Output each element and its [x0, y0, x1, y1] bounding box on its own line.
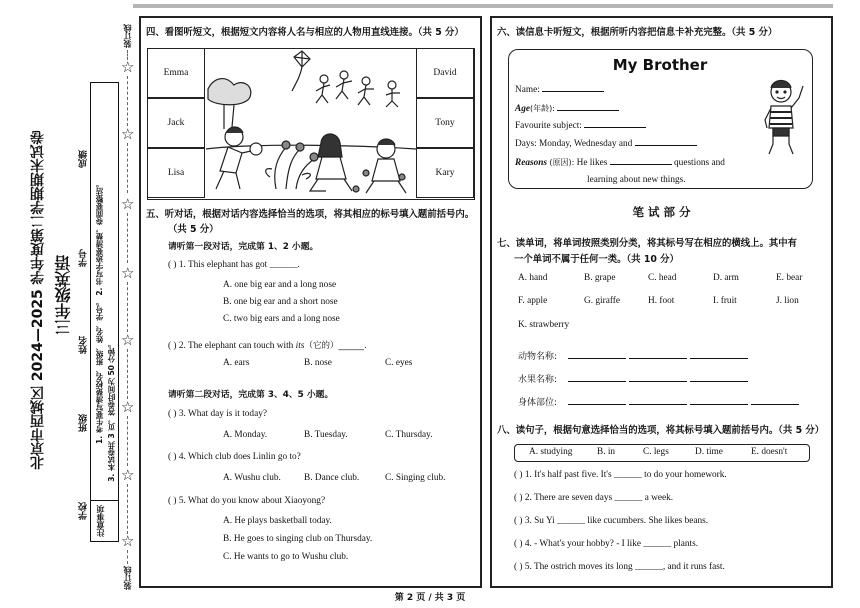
q5-option-b: B. He goes to singing club on Thursday.: [223, 534, 373, 544]
name-lisa[interactable]: [147, 148, 205, 198]
q3-number[interactable]: ( ) 3.: [168, 409, 188, 419]
s8-q3: [514, 516, 708, 526]
name-jack[interactable]: [147, 98, 205, 148]
card-reasons-label: Reasons: [515, 158, 548, 168]
q4-stem: [168, 452, 301, 462]
s8-q4: [514, 539, 698, 549]
name-tony[interactable]: [416, 98, 474, 148]
q3-text: What day is it today?: [187, 409, 267, 419]
binding-star-3: ☆: [121, 195, 135, 213]
word-c: C. head: [648, 273, 677, 283]
card-subject-row: [515, 121, 646, 131]
q2-text-b: （它的）______.: [304, 341, 367, 351]
word-h: H. foot: [648, 296, 675, 306]
card-reasons-row: [515, 157, 725, 168]
animals-blank-3[interactable]: [690, 358, 748, 359]
field-name: 姓名: [79, 336, 89, 354]
park-scene-illustration: [206, 49, 416, 199]
q4-text: Which club does Linlin go to?: [187, 452, 301, 462]
s8-q2: [514, 493, 673, 503]
q4-option-c: C. Singing club.: [385, 473, 446, 483]
section8-heading: 八、读句子，根据句意选择恰当的选项，将其标号填入题前括号内。（共 5 分）: [497, 425, 825, 436]
card-age-label: Age: [515, 104, 530, 114]
word-g: G. giraffe: [584, 296, 620, 306]
notes-label: 注意事项: [96, 505, 105, 537]
card-reasons-cn: (原因):: [549, 158, 575, 167]
category-fruits-row: [518, 372, 748, 385]
q2-number[interactable]: ( ) 2.: [168, 341, 188, 351]
card-title: My Brother: [612, 56, 708, 74]
note-line-1: 1. 考生要写清楚校名、班级、姓名、学号。 2. 书写字迹要清楚，卷面要整洁。: [95, 180, 104, 444]
left-panel: [139, 16, 482, 588]
q2-text-its: its: [295, 341, 305, 351]
section6-heading: 六、读信息卡听短文，根据所听内容把信息卡补充完整。（共 5 分）: [497, 27, 778, 38]
field-class: 班级: [79, 414, 89, 432]
s8-q4-number[interactable]: ( ) 4.: [514, 539, 535, 549]
s8-q2-text: There are seven days ______ a week.: [533, 493, 674, 503]
q4-option-b: B. Dance club.: [304, 473, 360, 483]
binding-label-bottom: 装订线: [123, 566, 132, 590]
exam-title: 北京市西城区 2024—2025 学年度第二学期期末试卷: [30, 130, 46, 470]
q5-number[interactable]: ( ) 5.: [168, 496, 188, 506]
note-line-2: 3. 本试卷共 3 页，答卷时间为 50 分钟。: [107, 340, 116, 482]
q3-option-a: A. Monday.: [223, 430, 268, 440]
binding-star-4: ☆: [121, 264, 135, 282]
name-emma[interactable]: [147, 48, 205, 98]
q5-option-a: A. He plays basketball today.: [223, 516, 332, 526]
notes-divider: [90, 500, 119, 501]
binding-star-6: ☆: [121, 398, 135, 416]
section7-heading-line1: 七、读单词，将单词按照类别分类，将其标号写在相应的横线上。其中有: [497, 238, 798, 249]
binding-star-8: ☆: [121, 532, 135, 550]
info-card: [508, 49, 813, 189]
q1-text: This elephant has got ______.: [187, 260, 300, 270]
category-body-row: [518, 395, 799, 408]
section5-heading: 五、听对话，根据对话内容选择恰当的选项，将其相应的标号填入题前括号内。: [146, 209, 475, 220]
card-name-label: Name:: [515, 85, 540, 95]
right-panel: [490, 16, 833, 588]
option-a: A. studying: [529, 447, 573, 457]
q1-option-a: A. one big ear and a long nose: [223, 280, 337, 290]
binding-star-5: ☆: [121, 331, 135, 349]
name-david-label: David: [433, 68, 457, 78]
binding-dash-6: [127, 349, 128, 399]
card-name-input[interactable]: [542, 91, 604, 92]
card-reasons-input[interactable]: [610, 164, 672, 165]
s8-q5-number[interactable]: ( ) 5.: [514, 562, 534, 572]
fruits-blank-3[interactable]: [690, 381, 748, 382]
exam-subject: 三年级英语: [54, 255, 73, 335]
q5-stem: [168, 496, 325, 506]
s8-q2-number[interactable]: ( ) 2.: [514, 493, 534, 503]
word-k: K. strawberry: [518, 320, 570, 330]
name-jack-label: Jack: [167, 118, 185, 128]
word-d: D. arm: [713, 273, 739, 283]
s8-q1-number[interactable]: ( ) 1.: [514, 470, 535, 480]
body-blank-3[interactable]: [690, 404, 748, 405]
q1-option-b: B. one big ear and a short nose: [223, 297, 338, 307]
s8-q3-text: Su Yi ______ like cucumbers. She likes beans.: [534, 516, 709, 526]
card-age-input[interactable]: [557, 110, 619, 111]
card-reasons-text1: He likes: [576, 158, 608, 168]
s8-q4-text: - What's your hobby? - I like ______ plants.: [534, 539, 699, 549]
q3-stem: [168, 409, 267, 419]
q2-option-a: A. ears: [223, 358, 250, 368]
body-blank-1[interactable]: [568, 404, 626, 405]
binding-dash-2: [127, 76, 128, 126]
name-emma-label: Emma: [163, 68, 189, 78]
binding-dash-3: [127, 143, 128, 193]
binding-star-2: ☆: [121, 125, 135, 143]
q2-option-c: C. eyes: [385, 358, 413, 368]
card-age-cn: (年龄):: [529, 104, 555, 113]
category-animals-row: [518, 349, 748, 362]
card-reasons-text2: questions and: [674, 158, 725, 168]
option-d: D. time: [695, 447, 723, 457]
name-kary-label: Kary: [435, 168, 455, 178]
name-tony-label: Tony: [435, 118, 455, 128]
binding-star-1: ☆: [121, 58, 135, 76]
section8-options-box: [514, 444, 810, 462]
s8-q5-text: The ostrich moves its long ______, and it runs fast.: [533, 562, 725, 572]
card-days-row: [515, 139, 697, 149]
word-e: E. bear: [776, 273, 803, 283]
q1-option-c: C. two big ears and a long nose: [223, 314, 340, 324]
option-c: C. legs: [643, 447, 669, 457]
waving-boy-illustration: [761, 76, 807, 160]
field-score: 成绩: [79, 150, 89, 168]
s8-q1-text: It's half past five. It's ______ to do your homework.: [534, 470, 727, 480]
word-b: B. grape: [584, 273, 616, 283]
q2-text-a: The elephant can touch with: [187, 341, 296, 351]
dialogue1-label: 请听第一段对话，完成第 1、2 小题。: [168, 242, 319, 252]
word-j: J. lion: [776, 296, 799, 306]
category-animals-label: 动物名称:: [518, 352, 558, 362]
word-f: F. apple: [518, 296, 548, 306]
binding-dash-8: [127, 484, 128, 534]
category-body-label: 身体部位:: [518, 398, 558, 408]
name-david[interactable]: [416, 48, 474, 98]
section5-score: （共 5 分）: [168, 224, 219, 235]
binding-dash-9: [127, 550, 128, 564]
binding-dash-5: [127, 282, 128, 332]
option-b: B. in: [597, 447, 616, 457]
q2-option-b: B. nose: [304, 358, 332, 368]
card-days-label: Days: Monday, Wednesday and: [515, 139, 633, 149]
q1-number[interactable]: ( ) 1.: [168, 260, 188, 270]
q4-option-a: A. Wushu club.: [223, 473, 281, 483]
dialogue2-label: 请听第二段对话，完成第 3、4、5 小题。: [168, 390, 334, 400]
q3-option-b: B. Tuesday.: [304, 430, 348, 440]
name-kary[interactable]: [416, 148, 474, 198]
card-subject-input[interactable]: [584, 127, 646, 128]
option-e: E. doesn't: [751, 447, 788, 457]
card-days-input[interactable]: [635, 145, 697, 146]
s8-q5: [514, 562, 725, 572]
q4-number[interactable]: ( ) 4.: [168, 452, 188, 462]
s8-q1: [514, 470, 727, 480]
category-fruits-label: 水果名称:: [518, 375, 558, 385]
page-number: 第 2 页 / 共 3 页: [394, 593, 466, 603]
word-i: I. fruit: [713, 296, 737, 306]
body-blank-2[interactable]: [629, 404, 687, 405]
animals-blank-2[interactable]: [629, 358, 687, 359]
q5-option-c: C. He wants to go to Wushu club.: [223, 552, 349, 562]
field-school: 学校: [79, 502, 89, 520]
card-name-row: [515, 85, 604, 95]
q5-text: What do you know about Xiaoyong?: [187, 496, 326, 506]
card-reasons-text3: learning about new things.: [587, 175, 686, 185]
binding-star-7: ☆: [121, 466, 135, 484]
binding-dash-4: [127, 213, 128, 263]
written-part-title: 笔 试 部 分: [632, 205, 691, 219]
card-age-row: [515, 103, 619, 114]
section4-heading: 四、看图听短文，根据短文内容将人名与相应的人物用直线连接。（共 5 分）: [146, 27, 464, 38]
binding-dash-7: [127, 416, 128, 466]
name-lisa-label: Lisa: [167, 168, 185, 178]
q3-option-c: C. Thursday.: [385, 430, 433, 440]
top-scan-edge: [133, 4, 833, 8]
section7-heading-line2: 一个单词不属于任何一类。（共 10 分）: [514, 254, 679, 265]
q2-stem: [168, 339, 367, 351]
word-a: A. hand: [518, 273, 548, 283]
animals-blank-1[interactable]: [568, 358, 626, 359]
fruits-blank-2[interactable]: [629, 381, 687, 382]
q1-stem: [168, 260, 300, 270]
field-student-id: 学号: [79, 249, 89, 267]
binding-label-top: 装订线: [123, 24, 132, 48]
card-subject-label: Favourite subject:: [515, 121, 582, 131]
s8-q3-number[interactable]: ( ) 3.: [514, 516, 535, 526]
body-blank-4[interactable]: [751, 404, 799, 405]
fruits-blank-1[interactable]: [568, 381, 626, 382]
matching-box: [147, 48, 475, 200]
